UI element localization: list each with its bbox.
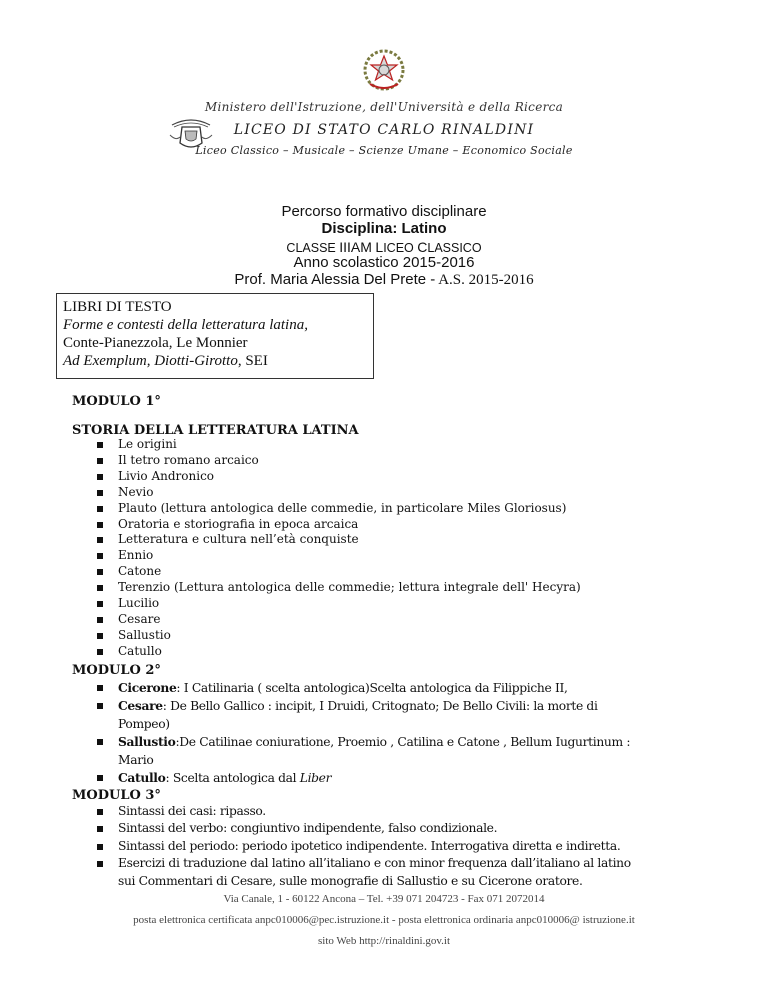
book2-publisher: , SEI	[237, 353, 268, 369]
book2-title: Ad Exemplum, Diotti-Girotto	[63, 353, 238, 369]
list-item: Catullo	[96, 644, 581, 660]
class-l: L	[375, 239, 384, 255]
class-lassico: LASSICO	[427, 241, 482, 255]
ministry-line: Ministero dell'Istruzione, dell'Università e della Ricerca	[204, 100, 564, 114]
module-1-title: MODULO 1°	[72, 394, 161, 409]
footer-address: Via Canale, 1 - 60122 Ancona – Tel. +39 071 204723 - Fax 071 2072014	[223, 893, 545, 905]
list-item: Sintassi del periodo: periodo ipotetico indipendente. Interrogativa diretta e indiretta.	[96, 838, 631, 855]
author-name: Cesare	[118, 698, 163, 714]
list-item: Le origini	[96, 437, 581, 453]
discipline-title: Disciplina: Latino	[321, 220, 447, 237]
list-item: Sintassi dei casi: ripasso.	[96, 803, 631, 820]
school-year: Anno scolastico 2015-2016	[293, 254, 475, 271]
list-item: Nevio	[96, 485, 581, 501]
school-name: LICEO DI STATO CARLO RINALDINI	[233, 122, 535, 138]
module-1-subtitle: STORIA DELLA LETTERATURA LATINA	[72, 423, 359, 438]
module-2-list	[96, 679, 630, 787]
teacher-name: Prof. Maria Alessia Del Prete -	[234, 271, 436, 288]
course-title: Percorso formativo disciplinare	[281, 203, 487, 220]
footer-emails: posta elettronica certificata anpc010006@pec.istruzione.it - posta elettronica ordinaria anpc010006@ istruzione.it	[133, 914, 635, 926]
list-item: Plauto (lettura antologica delle commedie, in particolare Miles Gloriosus)	[96, 501, 581, 517]
list-item: Letteratura e cultura nell’età conquiste	[96, 532, 581, 548]
list-item: Lucilio	[96, 596, 581, 612]
class-iceo: ICEO	[383, 241, 414, 255]
book1-authors: Conte-Pianezzola, Le Monnier	[63, 335, 248, 351]
module-1-list	[96, 437, 581, 660]
list-item: Cicerone: I Catilinaria ( scelta antologica)Scelta antologica da Filippiche II,	[96, 679, 630, 697]
textbooks-heading: LIBRI DI TESTO	[63, 299, 172, 315]
class-code: IIIAM	[339, 239, 372, 255]
list-item: Livio Andronico	[96, 469, 581, 485]
class-prefix: CLASSE	[286, 241, 336, 255]
list-item: Esercizi di traduzione dal latino all’italiano e con minor frequenza dall’italiano al latino sui Commentari di Cesare, sulle monografie di Sallustio e su Cicerone oratore.	[96, 855, 631, 890]
module-3-title: MODULO 3°	[72, 788, 161, 803]
list-item: Sallustio:De Catilinae coniuratione, Proemio , Catilina e Catone , Bellum Iugurtinum : Mario	[96, 733, 630, 769]
list-item: Cesare: De Bello Gallico : incipit, I Druidi, Critognato; De Bello Civili: la morte di Pompeo)	[96, 697, 630, 733]
footer-website: sito Web http://rinaldini.gov.it	[317, 935, 451, 947]
school-branches: Liceo Classico – Musicale – Scienze Umane – Economico Sociale	[195, 144, 573, 157]
author-name: Sallustio	[118, 734, 176, 750]
list-item: Terenzio (Lettura antologica delle commedie; lettura integrale dell' Hecyra)	[96, 580, 581, 596]
list-item: Il tetro romano arcaico	[96, 453, 581, 469]
list-item: Oratoria e storiografia in epoca arcaica	[96, 517, 581, 533]
author-name: Cicerone	[118, 680, 177, 695]
list-item: Catullo: Scelta antologica dal Liber	[96, 769, 630, 787]
list-item: Ennio	[96, 548, 581, 564]
author-name: Catullo	[118, 770, 166, 786]
module-3-list	[96, 803, 631, 890]
list-item: Sintassi del verbo: congiuntivo indipendente, falso condizionale.	[96, 820, 631, 837]
textbooks-box	[56, 293, 374, 379]
republic-emblem-icon	[362, 48, 406, 92]
list-item: Catone	[96, 564, 581, 580]
list-item: Sallustio	[96, 628, 581, 644]
class-line	[0, 239, 768, 255]
list-item: Cesare	[96, 612, 581, 628]
teacher-year: A.S. 2015-2016	[435, 272, 534, 288]
teacher-line	[0, 271, 768, 289]
class-c: C	[417, 239, 428, 255]
module-2-title: MODULO 2°	[72, 663, 161, 678]
book1-title: Forme e contesti della letteratura latina,	[63, 317, 308, 333]
